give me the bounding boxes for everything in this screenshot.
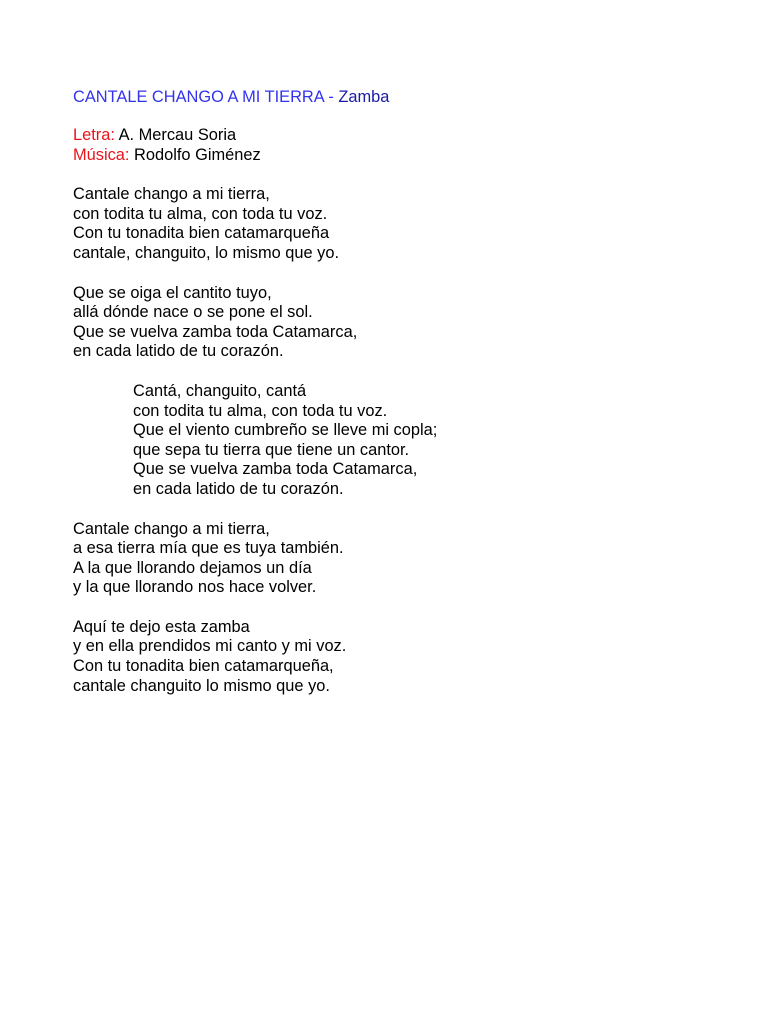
lyrics-author: A. Mercau Soria	[114, 126, 237, 144]
verse-line: cantale, changuito, lo mismo que yo.	[73, 243, 340, 262]
stanza-3	[73, 520, 713, 598]
lyrics-page	[73, 87, 713, 696]
verse-line: Que se oiga el cantito tuyo,	[73, 283, 272, 302]
stanza-1	[73, 185, 713, 263]
music-author: Rodolfo Giménez	[129, 145, 261, 164]
stanza-2	[73, 284, 713, 362]
song-title	[73, 87, 713, 107]
verse-line: Con tu tonadita bien catamarqueña	[73, 224, 330, 243]
chorus-line: Que el viento cumbreño se lleve mi copla;	[133, 421, 438, 440]
verse-line: A la que llorando dejamos un día	[73, 558, 312, 577]
verse-line: allá dónde nace o se pone el sol.	[73, 303, 313, 322]
verse-line: Con tu tonadita bien catamarqueña,	[73, 657, 334, 676]
verse-line: Cantale chango a mi tierra,	[73, 519, 270, 538]
chorus-line: Cantá, changuito, cantá	[133, 381, 307, 400]
verse-line: con todita tu alma, con toda tu voz.	[73, 204, 328, 223]
title-separator: -	[323, 88, 339, 106]
verse-line: y en ella prendidos mi canto y mi voz.	[73, 637, 347, 656]
verse-line: Que se vuelva zamba toda Catamarca,	[73, 322, 358, 341]
chorus-stanza	[73, 382, 713, 500]
song-genre: Zamba	[338, 88, 390, 106]
lyrics-label: Letra:	[73, 126, 115, 144]
verse-line: Aquí te dejo esta zamba	[73, 617, 250, 636]
verse-line: a esa tierra mía que es tuya también.	[73, 539, 344, 558]
chorus-line: Que se vuelva zamba toda Catamarca,	[133, 460, 418, 479]
music-label: Música:	[73, 145, 130, 164]
verse-line: Cantale chango a mi tierra,	[73, 185, 270, 204]
lyrics-credit	[73, 126, 713, 146]
chorus-line: en cada latido de tu corazón.	[133, 479, 344, 498]
chorus-line: que sepa tu tierra que tiene un cantor.	[133, 440, 410, 459]
verse-line: y la que llorando nos hace volver.	[73, 578, 317, 597]
stanza-4	[73, 618, 713, 696]
chorus-line: con todita tu alma, con toda tu voz.	[133, 401, 388, 420]
music-credit	[73, 146, 713, 166]
verse-line: cantale changuito lo mismo que yo.	[73, 676, 330, 695]
verse-line: en cada latido de tu corazón.	[73, 342, 284, 361]
song-name: CANTALE CHANGO A MI TIERRA	[73, 88, 324, 106]
